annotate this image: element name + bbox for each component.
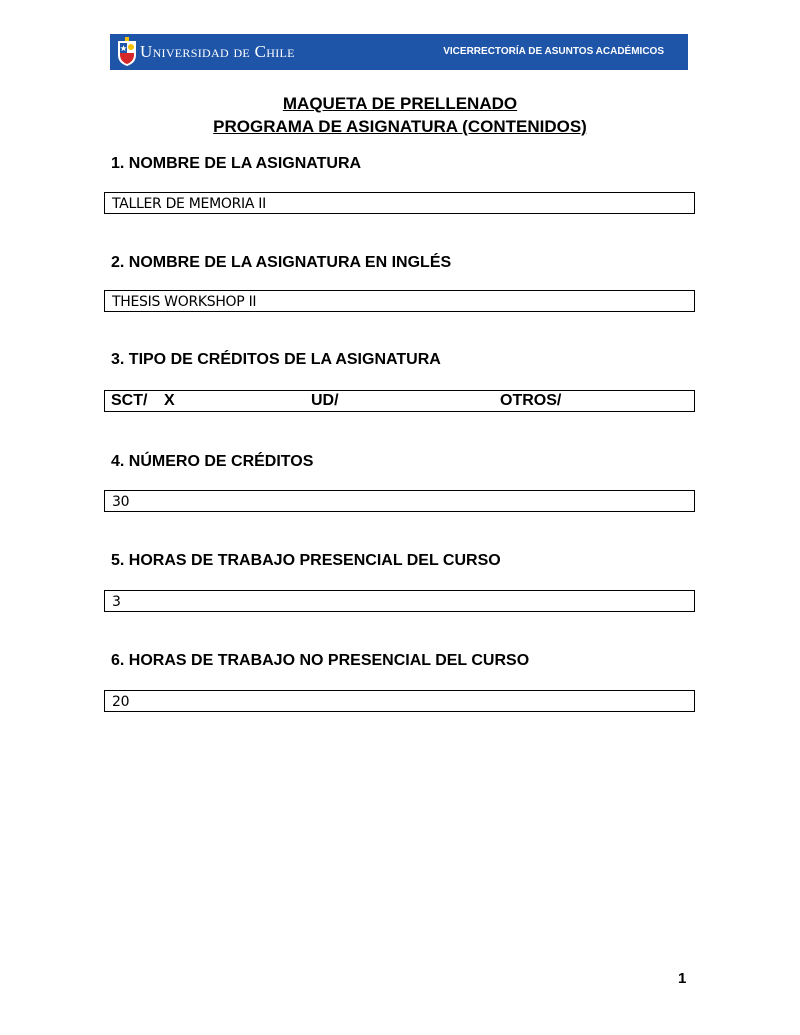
- header-banner: [110, 34, 688, 70]
- field-box-credit-type: [104, 390, 695, 412]
- section-heading-credit-type: 3. TIPO DE CRÉDITOS DE LA ASIGNATURA: [111, 351, 441, 368]
- page-number: 1: [678, 970, 687, 987]
- field-box-no-presencial: [104, 690, 695, 712]
- document-title: MAQUETA DE PRELLENADO: [282, 94, 518, 113]
- section-heading-credits: 4. NÚMERO DE CRÉDITOS: [111, 453, 314, 470]
- field-box-name-en: [104, 290, 695, 312]
- field-value-name-en: THESIS WORKSHOP II: [112, 294, 257, 310]
- credit-type-sct: SCT/: [111, 392, 148, 409]
- section-heading-name-en: 2. NOMBRE DE LA ASIGNATURA EN INGLÉS: [111, 254, 452, 271]
- field-box-name: [104, 192, 695, 214]
- credit-type-ud: UD/: [311, 392, 339, 409]
- section-heading-name: 1. NOMBRE DE LA ASIGNATURA: [111, 155, 362, 172]
- field-value-name: TALLER DE MEMORIA II: [112, 196, 266, 212]
- university-crest-icon: [116, 37, 138, 67]
- field-box-presencial: [104, 590, 695, 612]
- credit-type-otros: OTROS/: [500, 392, 562, 409]
- university-name: Universidad de Chile: [140, 42, 295, 61]
- section-heading-no-presencial: 6. HORAS DE TRABAJO NO PRESENCIAL DEL CURSO: [111, 652, 530, 669]
- credit-type-sct-mark: X: [164, 392, 175, 409]
- field-value-credits: 30: [112, 494, 130, 510]
- document-subtitle: PROGRAMA DE ASIGNATURA (CONTENIDOS): [213, 117, 587, 136]
- field-value-no-presencial: 20: [112, 694, 130, 710]
- section-heading-presencial: 5. HORAS DE TRABAJO PRESENCIAL DEL CURSO: [111, 552, 501, 569]
- office-name: VICERRECTORÍA DE ASUNTOS ACADÉMICOS: [443, 46, 664, 57]
- field-value-presencial: 3: [112, 594, 121, 610]
- field-box-credits: [104, 490, 695, 512]
